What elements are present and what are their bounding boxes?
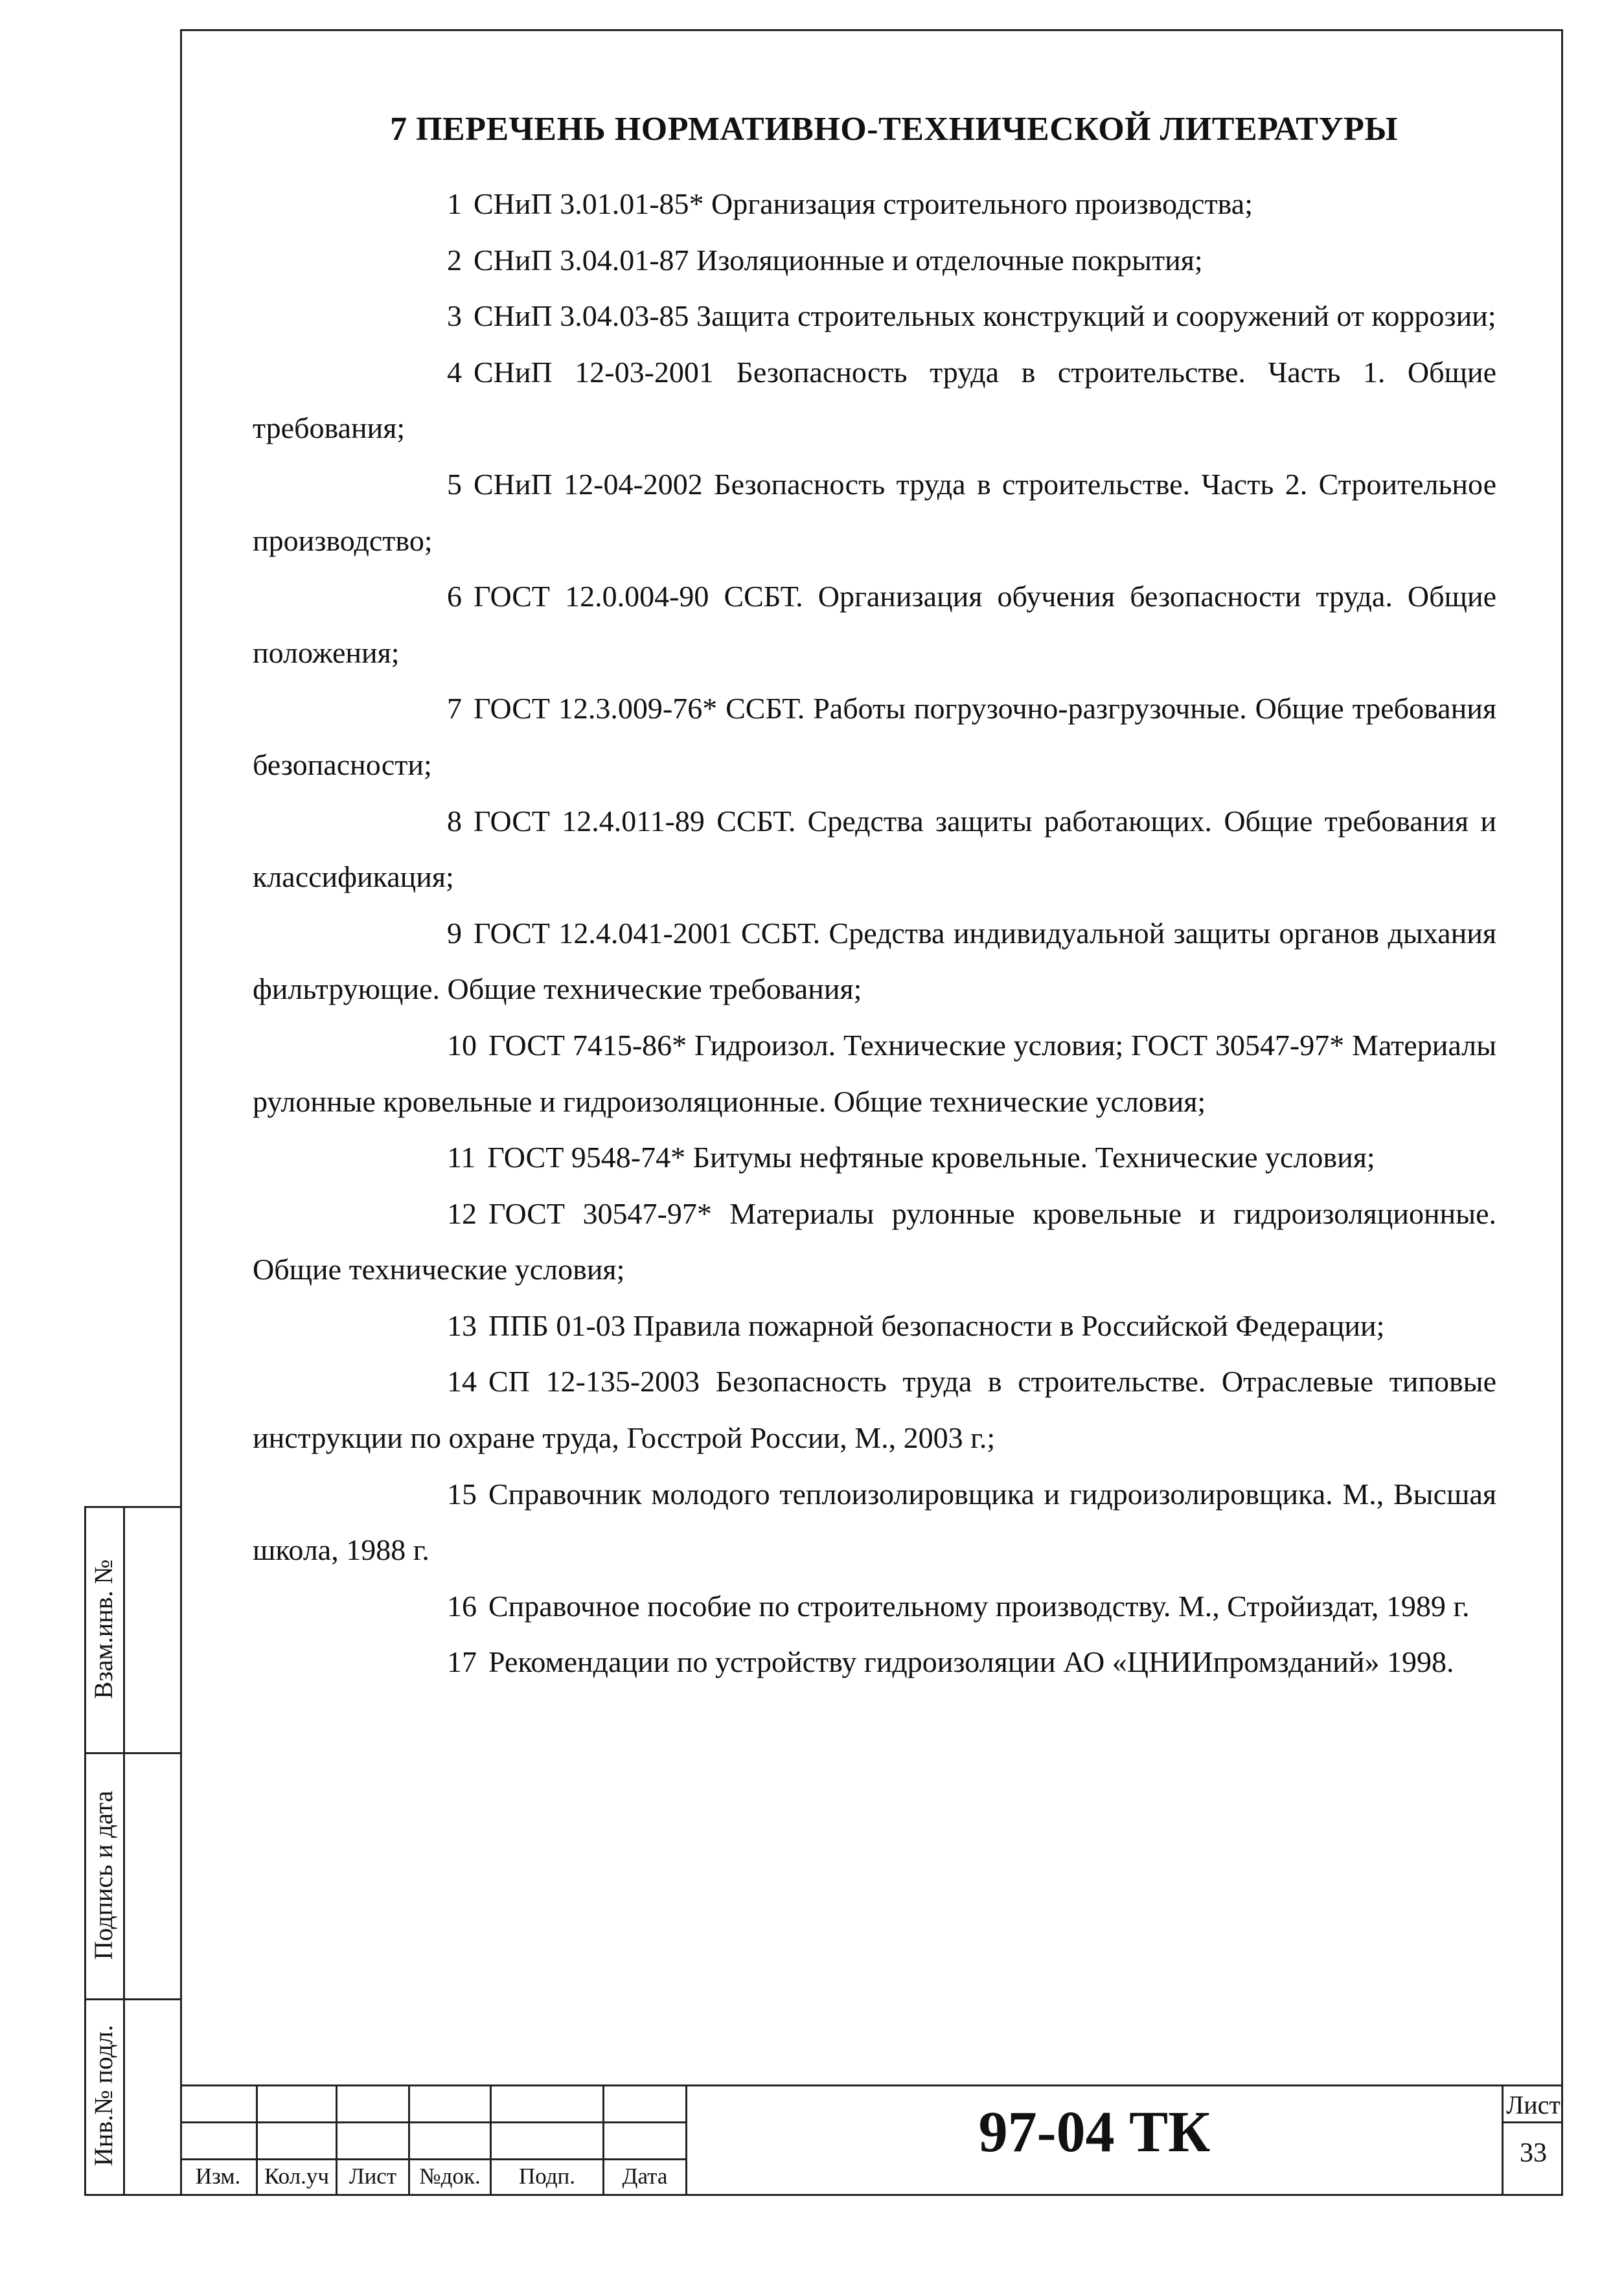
list-item-number: 8	[447, 804, 462, 838]
title-block-row	[1502, 2121, 1563, 2123]
replaced-inv-label: Взам.инв. №	[89, 1559, 118, 1699]
original-inv-label: Инв.№ подл.	[89, 2025, 118, 2166]
list-item	[253, 569, 1496, 681]
list-item	[253, 1354, 1496, 1466]
list-item-text: СНиП 3.01.01-85* Организация строительного производства;	[474, 187, 1253, 220]
signature-date-label: Подпись и дата	[89, 1790, 118, 1960]
col-kol-uch: Кол.уч	[264, 2164, 329, 2189]
list-item	[253, 906, 1496, 1018]
list-item	[253, 288, 1496, 345]
col-ndok: №док.	[419, 2164, 481, 2189]
list-item-number: 9	[447, 916, 462, 950]
list-item-text: ППБ 01-03 Правила пожарной безопасности в Российской Федерации;	[488, 1308, 1385, 1342]
list-item	[253, 176, 1496, 233]
title-block-top	[180, 2084, 1563, 2086]
list-item-number: 6	[447, 580, 462, 613]
list-item	[253, 1467, 1496, 1579]
list-item	[253, 1018, 1496, 1130]
literature-list	[253, 176, 1496, 1691]
list-item-number: 16	[447, 1589, 477, 1623]
list-item	[253, 1579, 1496, 1635]
list-item	[253, 345, 1496, 457]
list-item-text: ГОСТ 12.4.011-89 ССБТ. Средства защиты работающих. Общие требования и классификация;	[253, 804, 1496, 894]
list-item	[253, 1186, 1496, 1298]
list-item	[253, 457, 1496, 569]
list-item-number: 1	[447, 187, 462, 220]
list-item	[253, 1130, 1496, 1186]
list-item-text: СНиП 3.04.03-85 Защита строительных конструкций и сооружений от коррозии;	[474, 299, 1496, 333]
list-item-number: 13	[447, 1308, 477, 1342]
list-item-text: СНиП 12-04-2002 Безопасность труда в строительстве. Часть 2. Строительное производство;	[253, 467, 1496, 557]
sheet-label: Лист	[1506, 2090, 1561, 2119]
col-podp: Подп.	[518, 2164, 576, 2189]
list-item-number: 3	[447, 299, 462, 333]
list-item-number: 7	[447, 692, 462, 725]
side-stamp-divider	[123, 1506, 125, 2196]
list-item-number: 2	[447, 243, 462, 277]
list-item-text: ГОСТ 12.4.041-2001 ССБТ. Средства индивидуальной защиты органов дыхания фильтрующие. Общие технические требования;	[253, 916, 1496, 1006]
list-item-text: СНиП 3.04.01-87 Изоляционные и отделочные покрытия;	[474, 243, 1203, 277]
document-code: 97-04 ТК	[978, 2100, 1211, 2164]
list-item-text: Справочник молодого теплоизолировщика и гидроизолировщика. М., Высшая школа, 1988 г.	[253, 1477, 1496, 1567]
list-item-number: 4	[447, 355, 462, 389]
list-item	[253, 1634, 1496, 1691]
sheet-number: 33	[1520, 2138, 1547, 2168]
list-item-number: 12	[447, 1196, 477, 1230]
list-item-number: 14	[447, 1365, 477, 1399]
list-item-number: 15	[447, 1477, 477, 1511]
list-item-text: ГОСТ 12.3.009-76* ССБТ. Работы погрузочно-разгрузочные. Общие требования безопасности;	[253, 692, 1496, 781]
col-data: Дата	[622, 2164, 668, 2189]
list-item-text: ГОСТ 7415-86* Гидроизол. Технические условия; ГОСТ 30547-97* Материалы рулонные кровельные и гидроизоляционные. Общие технические условия;	[253, 1028, 1496, 1118]
list-item-text: ГОСТ 30547-97* Материалы рулонные кровельные и гидроизоляционные. Общие технические условия;	[253, 1196, 1496, 1286]
list-item	[253, 1298, 1496, 1354]
list-item-number: 5	[447, 467, 462, 501]
col-list: Лист	[349, 2164, 397, 2189]
list-item-number: 10	[447, 1028, 477, 1062]
list-item	[253, 681, 1496, 793]
list-item-text: СНиП 12-03-2001 Безопасность труда в строительстве. Часть 1. Общие требования;	[253, 355, 1496, 445]
list-item	[253, 233, 1496, 289]
list-item-text: СП 12-135-2003 Безопасность труда в строительстве. Отраслевые типовые инструкции по охране труда, Госстрой России, М., 2003 г.;	[253, 1365, 1496, 1455]
list-item-text: Рекомендации по устройству гидроизоляции АО «ЦНИИпромзданий» 1998.	[488, 1645, 1454, 1679]
col-izm: Изм.	[195, 2164, 241, 2189]
list-item-number: 17	[447, 1645, 477, 1679]
list-item-text: Справочное пособие по строительному производству. М., Стройиздат, 1989 г.	[488, 1589, 1470, 1623]
list-item-number: 11	[447, 1141, 476, 1174]
list-item-text: ГОСТ 12.0.004-90 ССБТ. Организация обучения безопасности труда. Общие положения;	[253, 580, 1496, 669]
section-heading: 7 ПЕРЕЧЕНЬ НОРМАТИВНО-ТЕХНИЧЕСКОЙ ЛИТЕРАТУРЫ	[390, 111, 1398, 148]
list-item	[253, 794, 1496, 906]
list-item-text: ГОСТ 9548-74* Битумы нефтяные кровельные. Технические условия;	[487, 1141, 1375, 1174]
